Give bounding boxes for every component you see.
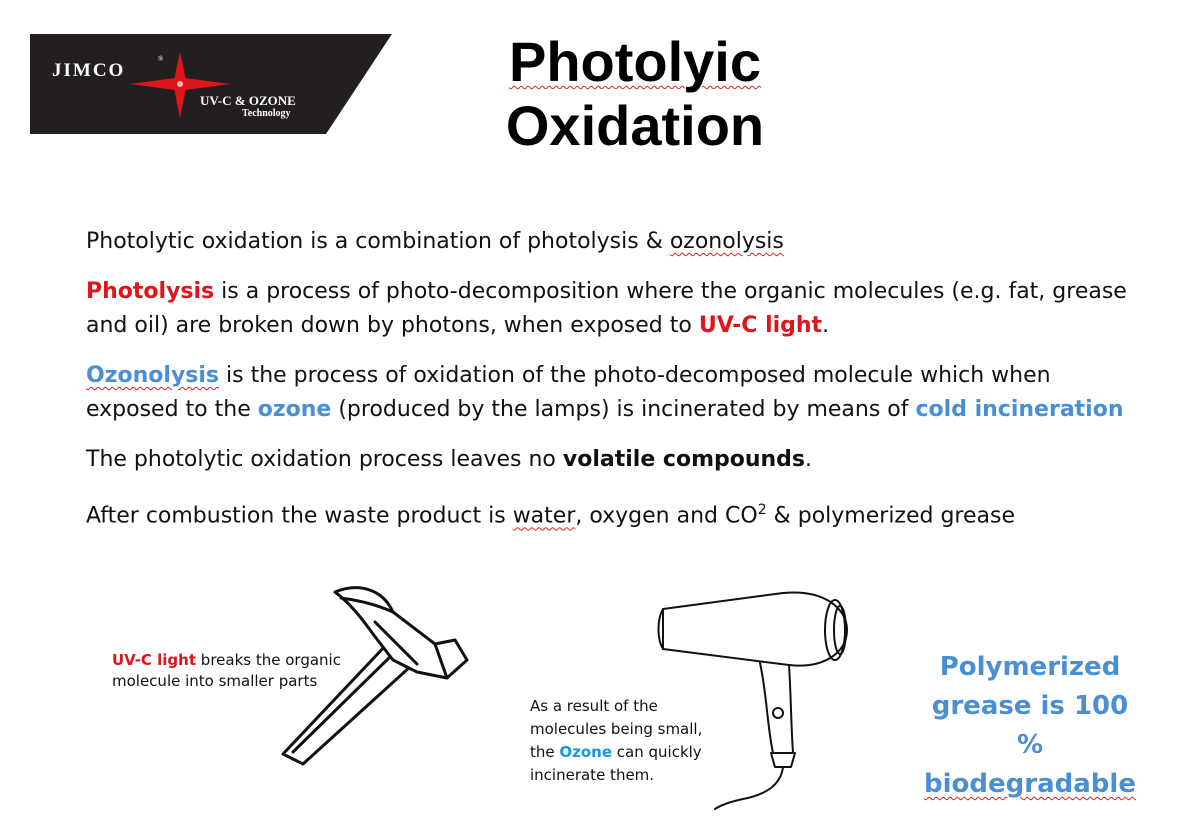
volatile-text: The photolytic oxidation process leaves no bbox=[86, 447, 563, 472]
logo-brand: JIMCO bbox=[52, 60, 126, 81]
hammer-caption bbox=[112, 650, 362, 692]
uvc-light-highlight: UV-C light bbox=[698, 313, 823, 338]
company-logo bbox=[30, 34, 392, 134]
photolysis-text: is a process of photo-decomposition where the organic molecules (e.g. fat, grease and oil) are broken down by photons, when exposed to bbox=[86, 279, 1127, 338]
polymerized-statement bbox=[915, 648, 1145, 804]
polymerized-line-1: Polymerized bbox=[939, 652, 1121, 682]
dryer-caption bbox=[530, 695, 730, 787]
combustion-water: water bbox=[512, 503, 576, 529]
logo-registered-mark: ® bbox=[158, 55, 164, 63]
logo-tagline-technology: Technology bbox=[242, 108, 291, 119]
page-title bbox=[440, 30, 830, 158]
combustion-text: After combustion the waste product is bbox=[86, 503, 513, 529]
logo-tagline: UV-C & OZONE bbox=[200, 93, 296, 108]
paragraph-combustion bbox=[86, 493, 1146, 533]
paragraph-intro bbox=[86, 225, 1146, 259]
polymerized-line-2: grease is 100 % bbox=[931, 691, 1129, 760]
paragraph-photolysis bbox=[86, 275, 1146, 343]
combustion-text-3: & polymerized grease bbox=[766, 503, 1016, 529]
dryer-caption-highlight: Ozone bbox=[559, 743, 613, 761]
cold-incineration-highlight: cold incineration bbox=[915, 397, 1124, 422]
ozonolysis-text: is the process of oxidation of the photo-decomposed molecule which when exposed to the bbox=[86, 363, 1051, 422]
hammer-caption-text: breaks the organic molecule into smaller parts bbox=[112, 651, 341, 690]
photolysis-end: . bbox=[822, 313, 830, 338]
intro-text: Photolytic oxidation is a combination of photolysis & bbox=[86, 229, 670, 254]
logo-background bbox=[30, 34, 392, 134]
title-line-2: Oxidation bbox=[505, 94, 765, 157]
dryer-caption-text-2: can quickly incinerate them. bbox=[530, 743, 702, 784]
ozonolysis-term: Ozonolysis bbox=[86, 363, 220, 388]
intro-ozonolysis: ozonolysis bbox=[669, 229, 784, 254]
title-line-1: Photolyic bbox=[508, 30, 762, 93]
photolysis-term: Photolysis bbox=[86, 279, 215, 304]
paragraph-volatile bbox=[86, 443, 1146, 477]
co2-superscript: 2 bbox=[757, 502, 767, 518]
dryer-caption-text: As a result of the molecules being small, the bbox=[530, 697, 703, 761]
ozone-highlight: ozone bbox=[257, 397, 332, 422]
polymerized-line-3: biodegradable bbox=[924, 769, 1136, 799]
hammer-caption-highlight: UV-C light bbox=[112, 651, 197, 669]
ozonolysis-text-2: (produced by the lamps) is incinerated by means of bbox=[331, 397, 916, 422]
volatile-compounds: volatile compounds bbox=[562, 447, 806, 472]
body-text bbox=[86, 225, 1146, 549]
volatile-end: . bbox=[805, 447, 813, 472]
paragraph-ozonolysis bbox=[86, 359, 1146, 427]
combustion-text-2: , oxygen and CO bbox=[575, 503, 758, 529]
